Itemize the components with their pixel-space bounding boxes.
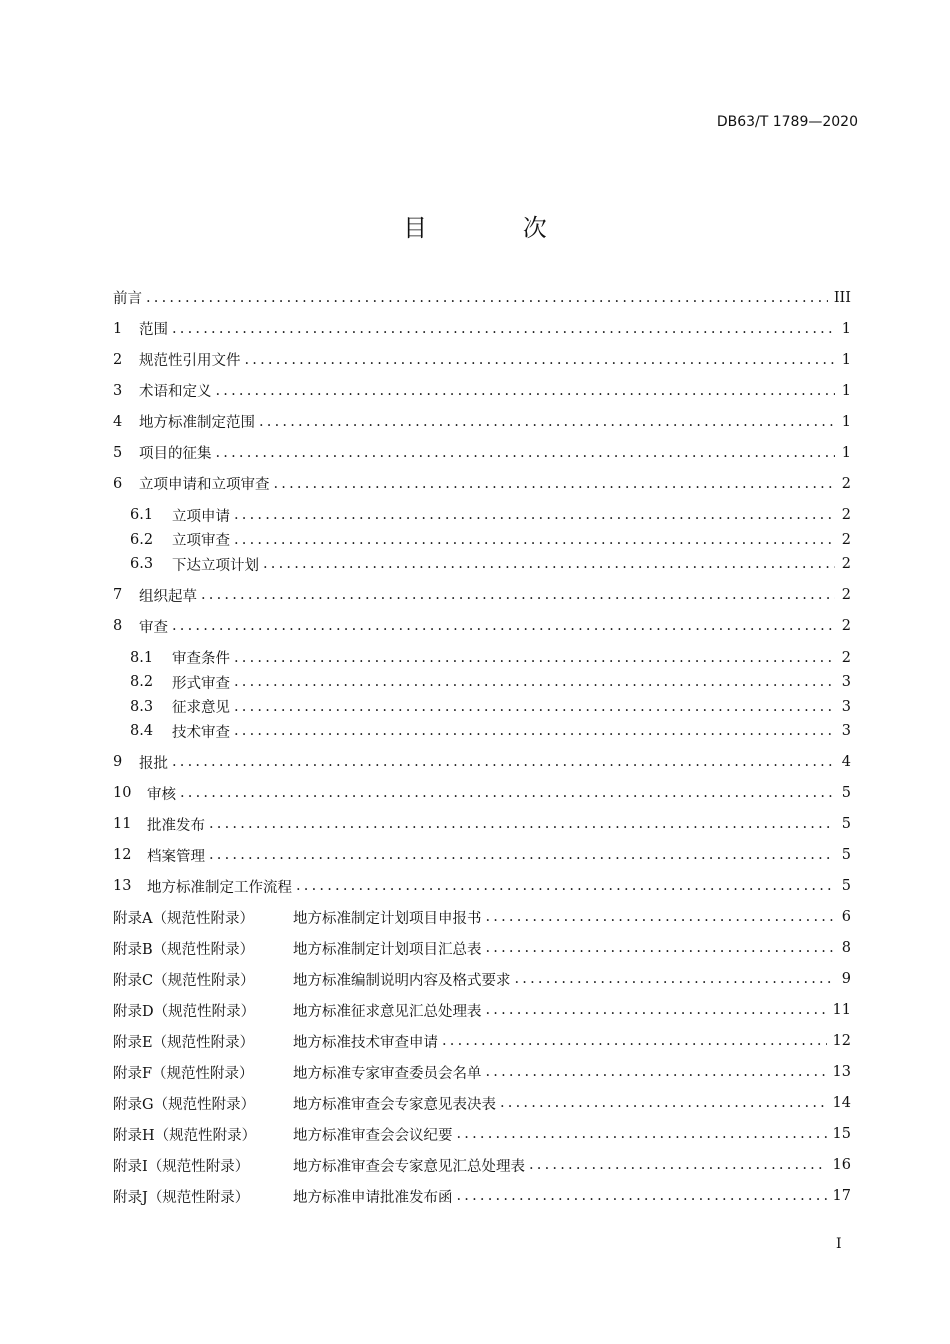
toc-page-number: 1	[841, 320, 851, 337]
toc-appendix-label: 附录E（规范性附录）	[113, 1034, 255, 1051]
toc-subentry[interactable]	[113, 695, 851, 720]
dot-leader	[486, 1064, 827, 1080]
toc-page-number: III	[833, 289, 851, 306]
toc-entry-title: 项目的征集	[139, 446, 212, 462]
toc-entry-title: 地方标准审查会专家意见汇总处理表	[293, 1158, 525, 1175]
toc-entry[interactable]	[113, 809, 851, 840]
toc-entry-title: 地方标准制定计划项目申报书	[293, 910, 482, 927]
page-number: I	[836, 1236, 842, 1252]
toc-subentry[interactable]	[113, 646, 851, 671]
toc-subentry[interactable]	[113, 528, 851, 553]
toc-page-number: 5	[841, 878, 851, 894]
toc-appendix-label: 附录G（规范性附录）	[113, 1096, 256, 1113]
toc-entry-title: 地方标准编制说明内容及格式要求	[293, 972, 511, 989]
toc-entry-title: 地方标准制定范围	[139, 415, 255, 431]
toc-appendix-label: 附录I（规范性附录）	[113, 1158, 250, 1175]
toc-page-number: 2	[841, 507, 851, 524]
toc-entry-title: 审查	[139, 619, 168, 636]
toc-appendix-entry[interactable]	[113, 995, 851, 1026]
toc-page-number: 13	[832, 1064, 851, 1080]
toc-appendix-entry[interactable]	[113, 964, 851, 995]
toc-entry-number: 11	[113, 816, 132, 832]
toc-appendix-entry[interactable]	[113, 1088, 851, 1119]
toc-page-number: 14	[832, 1095, 851, 1111]
toc-entry-title: 前言	[113, 291, 142, 307]
dot-leader	[442, 1033, 827, 1049]
toc-entry[interactable]	[113, 468, 851, 499]
toc-page-number: 4	[841, 754, 851, 770]
toc-entry-title: 批准发布	[147, 817, 205, 834]
toc-entry-number: 6.1	[130, 507, 154, 524]
toc-entry-number: 6.2	[130, 531, 154, 548]
toc-page-number: 17	[832, 1188, 851, 1204]
toc-entry-title: 范围	[139, 322, 168, 338]
toc-entry-title: 报批	[139, 755, 168, 772]
toc-entry-number: 7	[113, 587, 123, 603]
toc-entry-title: 立项申请和立项审查	[139, 477, 270, 493]
dot-leader	[457, 1188, 827, 1204]
toc-appendix-label: 附录D（规范性附录）	[113, 1003, 256, 1020]
dot-leader	[486, 909, 836, 925]
toc-appendix-entry[interactable]	[113, 933, 851, 964]
toc-page-number: 2	[841, 618, 851, 634]
toc-entry-number: 12	[113, 847, 132, 863]
toc-entry-number: 9	[113, 754, 123, 770]
dot-leader	[296, 878, 835, 894]
dot-leader	[172, 321, 835, 337]
dot-leader	[234, 507, 835, 523]
dot-leader	[500, 1095, 827, 1111]
toc-page-number: 2	[841, 587, 851, 603]
toc-appendix-entry[interactable]	[113, 1026, 851, 1057]
toc-entry[interactable]	[113, 437, 851, 468]
toc-entry-number: 3	[113, 382, 123, 399]
dot-leader	[234, 532, 835, 548]
toc-page-number: 3	[841, 698, 851, 715]
toc-page-number: 6	[841, 909, 851, 925]
toc-page-number: 1	[841, 382, 851, 399]
toc-entry-title: 下达立项计划	[172, 557, 259, 574]
document-code: DB63/T 1789—2020	[716, 114, 858, 130]
dot-leader	[172, 754, 835, 770]
toc-entry-title: 地方标准征求意见汇总处理表	[293, 1003, 482, 1020]
toc-entry[interactable]	[113, 313, 851, 344]
toc-appendix-label: 附录A（规范性附录）	[113, 910, 254, 927]
toc-entry[interactable]	[113, 406, 851, 437]
dot-leader	[529, 1157, 827, 1173]
toc-entry[interactable]	[113, 344, 851, 375]
toc-entry-title: 档案管理	[147, 848, 205, 865]
dot-leader	[274, 476, 836, 492]
toc-entry-title: 技术审查	[172, 724, 230, 741]
toc-page-number: 5	[841, 816, 851, 832]
toc-page-number: 8	[841, 940, 851, 956]
toc-page-number: 2	[841, 556, 851, 573]
dot-leader	[245, 352, 836, 368]
dot-leader	[457, 1126, 827, 1142]
toc-entry-number: 8.3	[130, 698, 154, 715]
table-of-contents	[113, 282, 851, 1212]
toc-entry[interactable]	[113, 840, 851, 871]
toc-entry-number: 2	[113, 351, 123, 368]
toc-entry-title: 地方标准专家审查委员会名单	[293, 1065, 482, 1082]
toc-entry-title: 术语和定义	[139, 384, 212, 400]
toc-page-number: 1	[841, 351, 851, 368]
dot-leader	[259, 414, 835, 430]
toc-entry-title: 地方标准制定工作流程	[147, 879, 292, 896]
toc-entry-number: 8.4	[130, 723, 154, 740]
toc-entry-title: 地方标准审查会会议纪要	[293, 1127, 453, 1144]
toc-entry-title: 形式审查	[172, 675, 230, 692]
toc-page-number: 12	[832, 1033, 851, 1049]
dot-leader	[216, 383, 836, 399]
dot-leader	[515, 971, 836, 987]
dot-leader	[146, 290, 828, 306]
dot-leader	[201, 587, 835, 603]
toc-appendix-label: 附录C（规范性附录）	[113, 972, 255, 989]
toc-entry-title: 地方标准制定计划项目汇总表	[293, 941, 482, 958]
toc-page-number: 16	[832, 1157, 851, 1173]
toc-entry-number: 6.3	[130, 556, 154, 573]
dot-leader	[486, 940, 836, 956]
toc-appendix-entry[interactable]	[113, 1181, 851, 1212]
dot-leader	[234, 699, 835, 715]
toc-appendix-label: 附录F（规范性附录）	[113, 1065, 254, 1082]
toc-page-number: 3	[841, 723, 851, 740]
dot-leader	[234, 650, 835, 666]
toc-entry[interactable]	[113, 580, 851, 611]
dot-leader	[234, 723, 835, 739]
toc-entry-number: 4	[113, 413, 123, 430]
toc-appendix-entry[interactable]	[113, 902, 851, 933]
page-title: 目 次	[403, 214, 591, 242]
toc-entry-title: 地方标准技术审查申请	[293, 1034, 438, 1051]
toc-appendix-entry[interactable]	[113, 1119, 851, 1150]
toc-entry[interactable]	[113, 747, 851, 778]
toc-entry-title: 组织起草	[139, 588, 197, 605]
toc-subentry-group	[113, 642, 851, 747]
toc-entry[interactable]	[113, 871, 851, 902]
dot-leader	[209, 847, 835, 863]
toc-page-number: 15	[832, 1126, 851, 1142]
toc-subentry[interactable]	[113, 670, 851, 695]
toc-page-number: 2	[841, 649, 851, 666]
toc-entry-title: 地方标准申请批准发布函	[293, 1189, 453, 1206]
toc-subentry[interactable]	[113, 503, 851, 528]
toc-entry-number: 10	[113, 785, 132, 801]
dot-leader	[172, 618, 835, 634]
toc-appendix-entry[interactable]	[113, 1057, 851, 1088]
toc-entry-title: 立项审查	[172, 533, 230, 550]
toc-page-number: 2	[841, 475, 851, 492]
dot-leader	[486, 1002, 827, 1018]
toc-entry[interactable]	[113, 778, 851, 809]
dot-leader	[216, 445, 836, 461]
toc-subentry-group	[113, 499, 851, 580]
toc-appendix-label: 附录B（规范性附录）	[113, 941, 255, 958]
dot-leader	[180, 785, 835, 801]
toc-page-number: 11	[832, 1002, 851, 1018]
toc-subentry[interactable]	[113, 552, 851, 577]
toc-entry-title: 立项申请	[172, 508, 230, 525]
toc-entry-title: 地方标准审查会专家意见表决表	[293, 1096, 496, 1113]
toc-appendix-entry[interactable]	[113, 1150, 851, 1181]
toc-entry-number: 1	[113, 320, 123, 337]
dot-leader	[263, 556, 835, 572]
toc-page-number: 2	[841, 531, 851, 548]
toc-entry[interactable]	[113, 282, 851, 313]
toc-page-number: 1	[841, 413, 851, 430]
toc-appendix-label: 附录H（规范性附录）	[113, 1127, 257, 1144]
dot-leader	[209, 816, 835, 832]
toc-entry-number: 8	[113, 618, 123, 634]
dot-leader	[234, 674, 835, 690]
toc-entry-number: 8.1	[130, 649, 154, 666]
toc-entry-title: 规范性引用文件	[139, 353, 241, 369]
toc-page-number: 9	[841, 971, 851, 987]
toc-page-number: 5	[841, 847, 851, 863]
toc-entry-number: 5	[113, 444, 123, 461]
toc-entry-number: 13	[113, 878, 132, 894]
toc-entry[interactable]	[113, 611, 851, 642]
toc-entry-title: 征求意见	[172, 700, 230, 717]
toc-page-number: 1	[841, 444, 851, 461]
toc-page-number: 5	[841, 785, 851, 801]
toc-appendix-label: 附录J（规范性附录）	[113, 1189, 250, 1206]
toc-entry-number: 6	[113, 475, 123, 492]
toc-entry-number: 8.2	[130, 674, 154, 691]
toc-page-number: 3	[841, 674, 851, 691]
toc-entry-title: 审查条件	[172, 651, 230, 668]
toc-entry-title: 审核	[147, 786, 176, 803]
toc-subentry[interactable]	[113, 719, 851, 744]
toc-entry[interactable]	[113, 375, 851, 406]
